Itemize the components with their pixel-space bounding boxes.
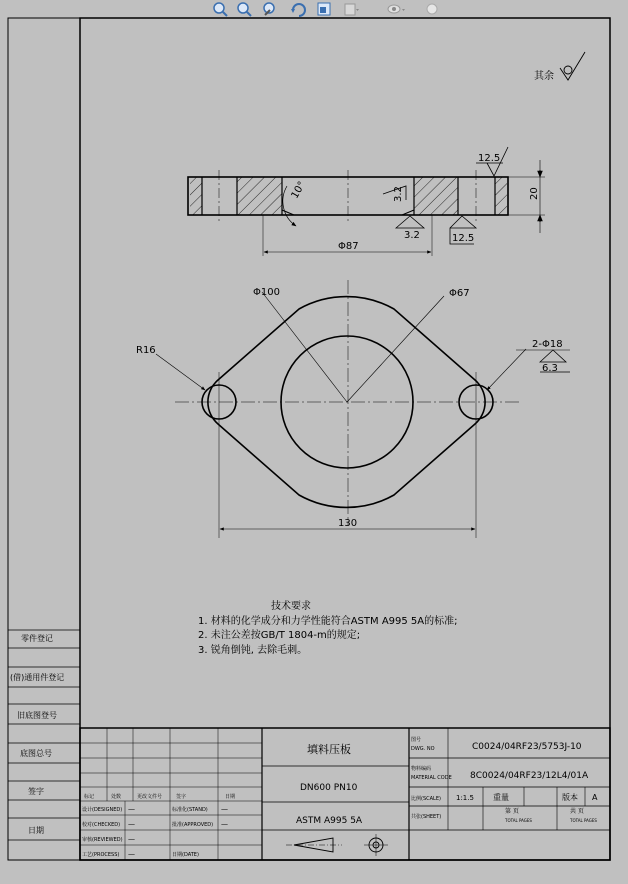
part-spec: DN600 PN10: [300, 783, 358, 793]
approval-process-label: 工艺(PROCESS): [82, 852, 120, 858]
side-label-base-total: 底图总号: [20, 749, 52, 758]
side-label-sign: 签字: [28, 787, 44, 796]
note-1: 1. 材料的化学成分和力学性能符合ASTM A995 5A的标准;: [198, 616, 458, 627]
scale-label: 比例(SCALE): [411, 796, 441, 802]
sheet-left-en: TOTAL PAGES: [505, 818, 532, 823]
svg-text:12.5: 12.5: [478, 153, 501, 164]
approval-checked-label: 校对(CHECKED): [82, 822, 121, 828]
approval-checked-value: —: [128, 820, 135, 828]
dim-center-dia: Φ67: [449, 288, 470, 299]
side-label-common: (借)通用件登记: [10, 673, 65, 682]
drawing-no: C0024/04RF23/5753J-10: [472, 742, 582, 752]
dim-chamfer: 10°: [289, 179, 308, 201]
drawing-no-label-en: DWG. NO: [411, 746, 435, 752]
sheet-left: 第 页: [505, 808, 519, 815]
rest-label: 其余: [534, 71, 554, 82]
material-code: 8C0024/04RF23/12L4/01A: [470, 771, 589, 781]
version-label: 版本: [562, 793, 578, 802]
approval-approved-value: —: [221, 820, 228, 828]
rev-header-count: 处数: [111, 794, 122, 800]
approval-process-value: —: [128, 850, 135, 858]
side-label-old-base: 旧底图登号: [17, 711, 57, 720]
scale-value: 1:1.5: [456, 794, 474, 802]
side-label-date: 日期: [28, 826, 44, 835]
approval-reviewed-value: —: [128, 835, 135, 843]
outer-border: [8, 18, 610, 860]
drawing-no-label: 图号: [411, 737, 422, 743]
svg-text:3.2: 3.2: [404, 230, 420, 241]
approval-standard-label: 标准化(STAND): [172, 807, 208, 813]
note-3: 3. 锐角倒钝, 去除毛刺。: [198, 645, 308, 656]
material-code-label: 物料编码: [411, 766, 432, 772]
material-code-label-en: MATERIAL CODE: [411, 775, 452, 781]
weight-label: 重量: [493, 793, 509, 802]
rev-header-date: 日期: [225, 794, 236, 800]
rev-header-doc: 更改文件号: [137, 794, 163, 800]
approval-date-label: 日期(DATE): [172, 852, 199, 858]
approval-designed-label: 设计(DESIGNED): [82, 807, 123, 813]
dim-thickness: 20: [529, 187, 540, 200]
dim-pitch: 130: [338, 518, 358, 529]
rev-header-sign: 签字: [176, 794, 187, 800]
part-material: ASTM A995 5A: [296, 816, 363, 826]
sheet-right-en: TOTAL PAGES: [570, 818, 597, 823]
sheet-right: 共 页: [570, 808, 584, 815]
sheets-label: 共张(SHEET): [411, 814, 442, 820]
note-2: 2. 未注公差按GB/T 1804-m的规定;: [198, 630, 361, 641]
dim-holes: 2-Φ18: [532, 339, 563, 350]
version-value: A: [592, 793, 598, 802]
svg-text:12.5: 12.5: [452, 233, 475, 244]
notes-title: 技术要求: [271, 601, 311, 612]
approval-designed-value: —: [128, 805, 135, 813]
approval-standard-value: —: [221, 805, 228, 813]
dim-outer-dia: Φ100: [253, 287, 280, 298]
side-label-part: 零件登记: [21, 634, 53, 643]
part-name: 填料压板: [307, 743, 351, 756]
approval-approved-label: 批准(APPROVED): [172, 822, 214, 828]
svg-text:3.2: 3.2: [393, 186, 404, 202]
dim-radius: R16: [136, 345, 156, 356]
approval-reviewed-label: 审核(REVIEWED): [82, 837, 123, 843]
svg-text:6.3: 6.3: [542, 363, 558, 374]
rev-header-mark: 标记: [84, 794, 95, 800]
dim-bore-section: Φ87: [338, 241, 359, 252]
